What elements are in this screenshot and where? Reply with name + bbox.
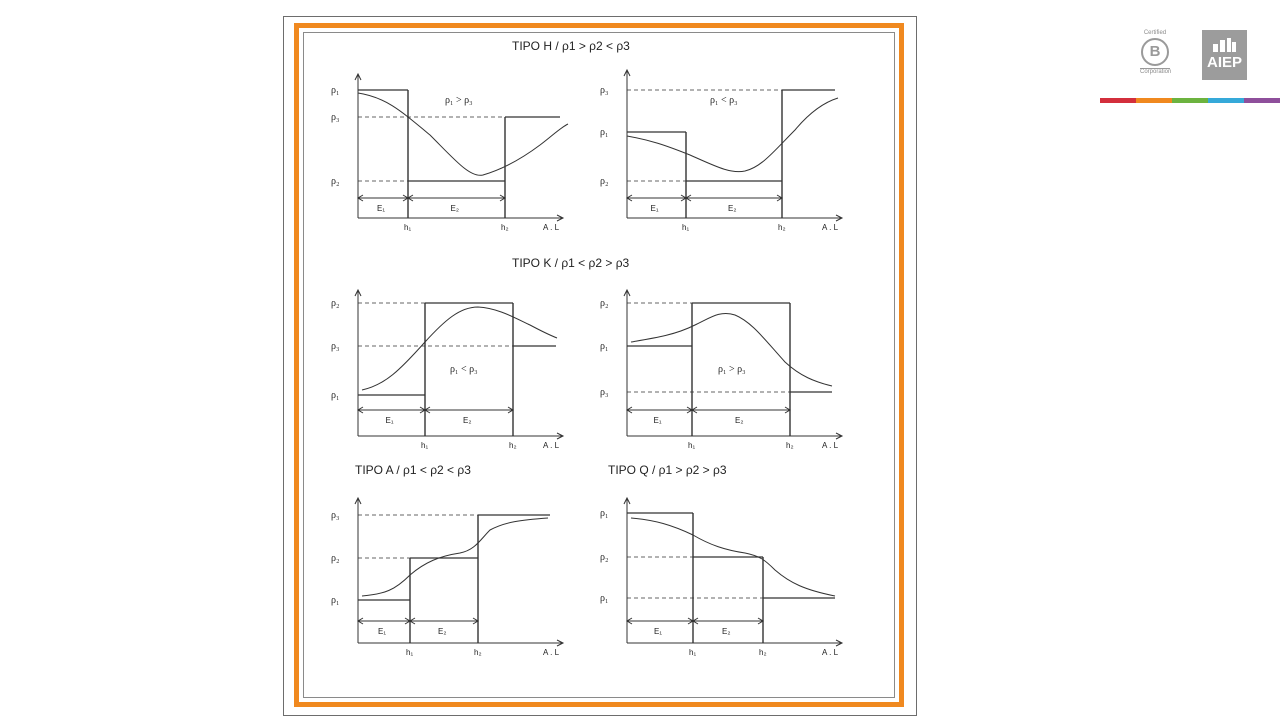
panel-h-left	[331, 74, 568, 232]
cert-top-text: Certified	[1143, 30, 1167, 36]
b-corp-logo	[1132, 30, 1178, 80]
x-tick-h2: h₂	[509, 441, 517, 450]
building-icon	[1212, 38, 1237, 52]
y-tick-label: ρ₃	[600, 85, 609, 96]
x-axis-label: A . L	[543, 223, 560, 232]
y-tick-label: ρ₂	[600, 552, 609, 563]
layer-label: E₂	[463, 416, 472, 425]
y-tick-label: ρ₂	[331, 176, 340, 187]
y-tick-label: ρ₂	[600, 176, 609, 187]
panel-annotation: ρ₁ < ρ₃	[710, 95, 738, 106]
y-tick-label: ρ₂	[600, 298, 609, 309]
x-tick-h2: h₂	[501, 223, 509, 232]
x-tick-h1: h₁	[404, 223, 412, 232]
x-axis-label: A . L	[822, 441, 839, 450]
layer-label: E₁	[654, 627, 663, 636]
y-tick-label: ρ₁	[600, 341, 609, 352]
layer-label: E₂	[722, 627, 731, 636]
apparent-resistivity-curve	[631, 313, 832, 386]
title-tipo-a: TIPO A / ρ1 < ρ2 < ρ3	[355, 463, 471, 477]
x-tick-h2: h₂	[474, 648, 482, 657]
y-tick-label: ρ₃	[331, 510, 340, 521]
bar-blue	[1208, 98, 1244, 103]
apparent-resistivity-curve	[362, 518, 548, 596]
panel-k-left	[331, 290, 563, 450]
y-tick-label: ρ₁	[331, 390, 340, 401]
x-tick-h1: h₁	[689, 648, 697, 657]
title-tipo-h: TIPO H / ρ1 > ρ2 < ρ3	[512, 39, 630, 53]
apparent-resistivity-curve	[627, 98, 838, 172]
y-tick-label: ρ₂	[331, 298, 340, 309]
x-tick-h1: h₁	[421, 441, 429, 450]
layer-label: E₁	[385, 416, 394, 425]
bar-red	[1100, 98, 1136, 103]
y-tick-label: ρ₃	[600, 387, 609, 398]
title-tipo-q: TIPO Q / ρ1 > ρ2 > ρ3	[608, 463, 727, 477]
layer-label: E₂	[728, 204, 737, 213]
x-tick-h1: h₁	[406, 648, 414, 657]
panel-annotation: ρ₁ > ρ₃	[718, 364, 746, 375]
aiep-logo	[1202, 30, 1247, 80]
panel-annotation: ρ₁ > ρ₃	[445, 95, 473, 106]
x-tick-h2: h₂	[778, 223, 786, 232]
x-tick-h2: h₂	[786, 441, 794, 450]
title-tipo-k: TIPO K / ρ1 < ρ2 > ρ3	[512, 256, 630, 270]
layer-label: E₁	[650, 204, 659, 213]
x-axis-label: A . L	[822, 223, 839, 232]
panel-annotation: ρ₁ < ρ₃	[450, 364, 478, 375]
bar-orange	[1136, 98, 1172, 103]
layer-label: E₂	[735, 416, 744, 425]
b-letter: B	[1141, 38, 1169, 66]
layer-label: E₁	[653, 416, 662, 425]
panel-q	[600, 498, 842, 657]
x-axis-label: A . L	[543, 648, 560, 657]
layer-label: E₂	[450, 204, 459, 213]
y-tick-label: ρ₁	[600, 508, 609, 519]
panel-k-right	[600, 290, 842, 450]
panel-a	[331, 498, 563, 657]
apparent-resistivity-curve	[362, 307, 557, 390]
y-tick-label: ρ₃	[331, 341, 340, 352]
y-tick-label: ρ₁	[600, 593, 609, 604]
x-tick-h1: h₁	[688, 441, 696, 450]
y-tick-label: ρ₂	[331, 553, 340, 564]
layer-label: E₁	[377, 204, 386, 213]
aiep-text: AIEP	[1206, 54, 1242, 71]
y-tick-label: ρ₁	[600, 127, 609, 138]
y-tick-label: ρ₁	[331, 595, 340, 606]
y-tick-label: ρ₃	[331, 112, 340, 123]
bar-purple	[1244, 98, 1280, 103]
x-tick-h2: h₂	[759, 648, 767, 657]
y-tick-label: ρ₁	[331, 85, 340, 96]
x-axis-label: A . L	[543, 441, 560, 450]
x-tick-h1: h₁	[682, 223, 690, 232]
bar-green	[1172, 98, 1208, 103]
panel-h-right	[600, 70, 842, 232]
x-axis-label: A . L	[822, 648, 839, 657]
brand-color-bar	[1100, 98, 1280, 103]
cert-bottom-text: Corporation	[1140, 69, 1172, 75]
layer-label: E₂	[438, 627, 447, 636]
layer-label: E₁	[378, 627, 387, 636]
